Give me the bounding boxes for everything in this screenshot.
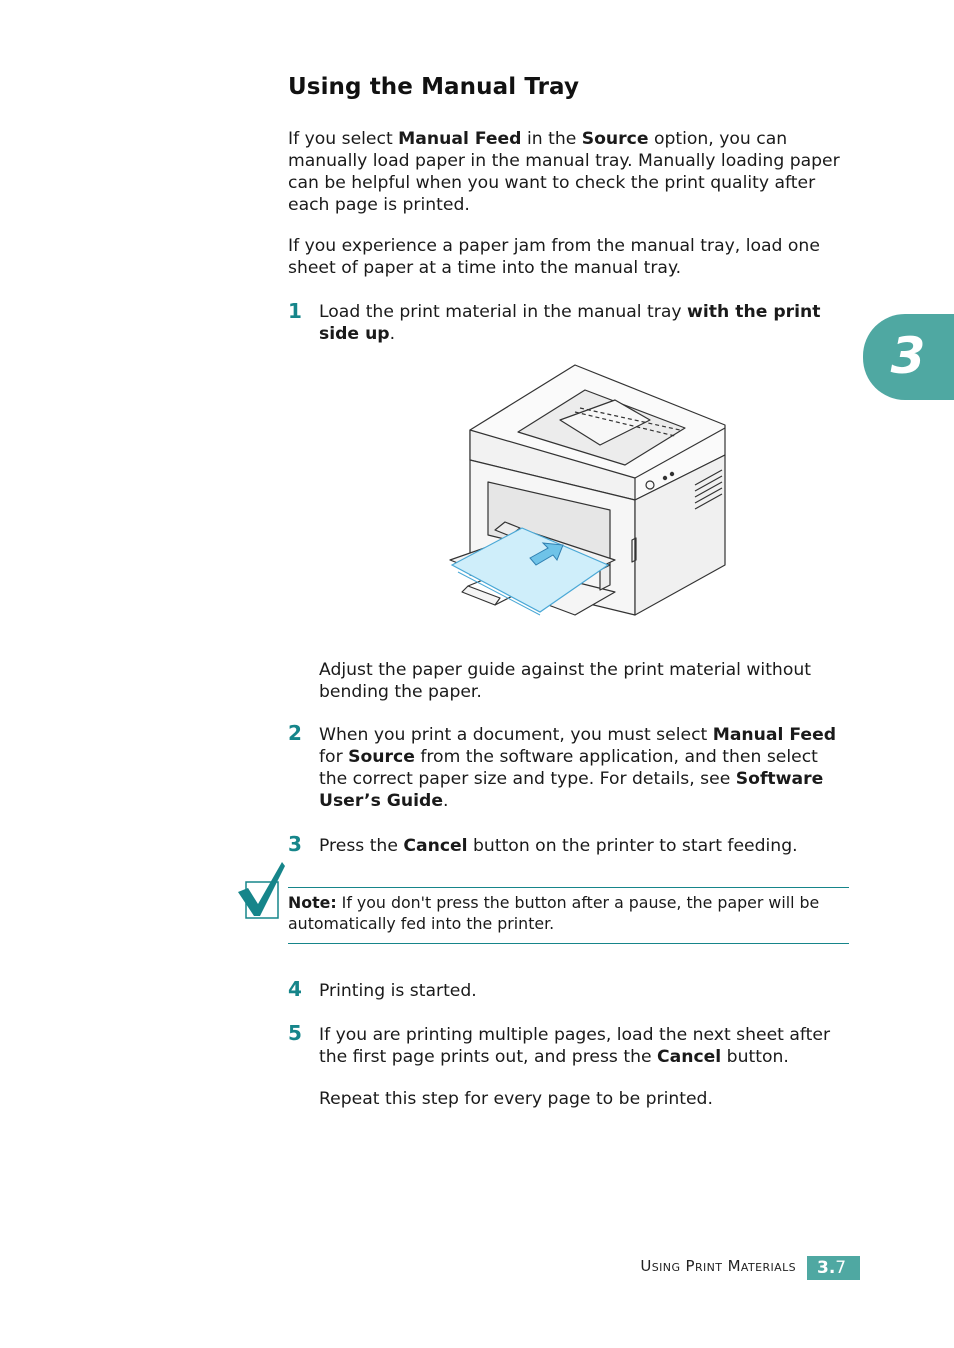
step-number-4: 4	[288, 977, 302, 1001]
step-text-1: Load the print material in the manual tray with the print side up.	[319, 302, 821, 344]
step-text-4: Printing is started.	[319, 981, 477, 1001]
checkmark-note-icon	[236, 860, 288, 922]
step-5-extra-text: Repeat this step for every page to be printed.	[319, 1089, 713, 1109]
intro-paragraph-1: If you select Manual Feed in the Source option, you can manually load paper in the manual tray. Manually loading paper can be helpful when you want to check the print quality after each page is printed.	[288, 129, 840, 215]
step-number-1: 1	[288, 299, 302, 323]
step-number-2: 2	[288, 721, 302, 745]
step-text-3: Press the Cancel button on the printer to start feeding.	[319, 836, 798, 856]
step-1-extra-text: Adjust the paper guide against the print material without bending the paper.	[319, 660, 811, 702]
intro-paragraph-2: If you experience a paper jam from the manual tray, load one sheet of paper at a time into the manual tray.	[288, 236, 820, 278]
page-number-badge: 3.7	[807, 1256, 860, 1280]
footer-section-title: Using Print Materials	[640, 1257, 796, 1275]
chapter-number: 3	[890, 327, 926, 385]
printer-illustration	[440, 360, 740, 640]
step-text-5: If you are printing multiple pages, load the next sheet after the first page prints out, and press the Cancel button.	[319, 1025, 831, 1067]
section-title: Using the Manual Tray	[288, 74, 580, 100]
step-number-5: 5	[288, 1021, 302, 1045]
note-text: Note: If you don't press the button after a pause, the paper will be automatically fed into the printer.	[288, 893, 820, 933]
step-text-2: When you print a document, you must select Manual Feed for Source from the software application, and then select the correct paper size and type. For details, see Software User’s Guide.	[319, 725, 837, 811]
step-number-3: 3	[288, 832, 302, 856]
